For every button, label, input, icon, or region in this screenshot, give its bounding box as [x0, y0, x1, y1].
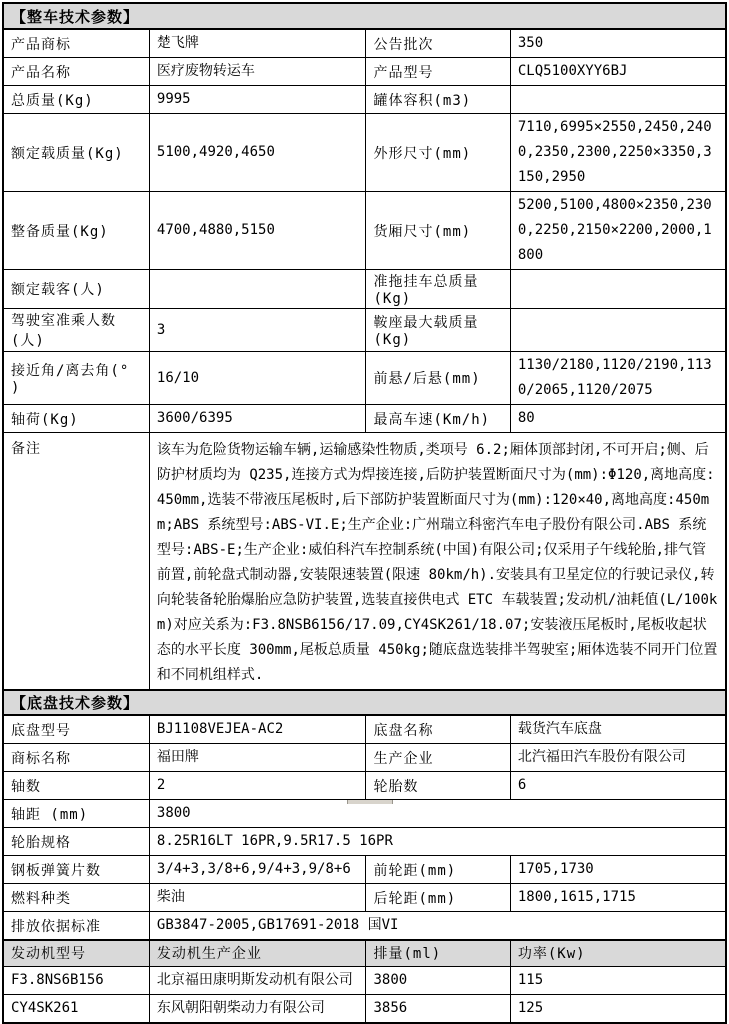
table-row: [3, 29, 726, 58]
spec-table: [2, 2, 727, 1024]
row-value: 80: [510, 405, 726, 433]
engine-row: [3, 994, 726, 1023]
table-row: [3, 86, 726, 114]
row-label: 轮胎规格: [3, 828, 149, 856]
row-value: 5100,4920,4650: [149, 114, 366, 192]
row-label: 燃料种类: [3, 884, 149, 912]
table-row: [3, 828, 726, 856]
row-label: 驾驶室准乘人数(人): [3, 309, 149, 352]
row-value: 1705,1730: [510, 856, 726, 884]
row-value: 医疗废物转运车: [149, 58, 366, 86]
row-value: GB3847-2005,GB17691-2018 国VI: [149, 912, 726, 941]
row-label: 商标名称: [3, 744, 149, 772]
row-value: CLQ5100XYY6BJ: [510, 58, 726, 86]
remark-text: 该车为危险货物运输车辆,运输感染性物质,类项号 6.2;厢体顶部封闭,不可开启;侧、后防护材质均为 Q235,连接方式为焊接连接,后防护装置断面尺寸为(mm):Φ120,离地高度:450mm,选装不带液压尾板时,后下部防护装置断面尺寸为(mm):120×40,离地高度:450mm;ABS 系统型号:ABS-VI.E;生产企业:广州瑞立科密汽车电子股份有限公司.ABS 系统型号:ABS-E;生产企业:威伯科汽车控制系统(中国)有限公司;仅采用子午线轮胎,排气管前置,前轮盘式制动器,安装限速装置(限速 80km/h).安装具有卫星定位的行驶记录仪,转向轮装备轮胎爆胎应急防护装置,选装直接供电式 ETC 车载装置;发动机/油耗值(L/100km)对应关系为:F3.8NSB6156/17.09,CY4SK261/18.07;安装液压尾板时,尾板收起状态的水平长度 300mm,尾板总质量 450kg;随底盘选装排半驾驶室;厢体选装不同开门位置和不同机组样式.: [149, 433, 726, 691]
remark-label: 备注: [3, 433, 149, 691]
row-value: 4700,4880,5150: [149, 192, 366, 270]
table-row: [3, 192, 726, 270]
row-label: 额定载客(人): [3, 270, 149, 309]
row-value: [510, 309, 726, 352]
row-value: 3/4+3,3/8+6,9/4+3,9/8+6: [149, 856, 366, 884]
table-row: [3, 270, 726, 309]
table-row: [3, 352, 726, 405]
table-row: [3, 715, 726, 744]
row-value: 楚飞牌: [149, 29, 366, 58]
engine-manufacturer: 东风朝阳朝柴动力有限公司: [149, 994, 366, 1023]
row-value: 北汽福田汽车股份有限公司: [510, 744, 726, 772]
row-label: 前悬/后悬(mm): [366, 352, 510, 405]
row-value: 2: [149, 772, 366, 800]
engine-model: CY4SK261: [3, 994, 149, 1023]
row-label: 产品型号: [366, 58, 510, 86]
engine-header-row: [3, 940, 726, 966]
row-value: 载货汽车底盘: [510, 715, 726, 744]
table-row: [3, 884, 726, 912]
table-row: [3, 772, 726, 800]
engine-col-header: 排量(ml): [366, 940, 510, 966]
row-label: 轴荷(Kg): [3, 405, 149, 433]
row-value: 6: [510, 772, 726, 800]
table-row: [3, 58, 726, 86]
engine-displacement: 3800: [366, 966, 510, 994]
row-label: 钢板弹簧片数: [3, 856, 149, 884]
row-label: 排放依据标准: [3, 912, 149, 941]
remark-row: [3, 433, 726, 691]
row-label: 接近角/离去角(° ): [3, 352, 149, 405]
row-value: 16/10: [149, 352, 366, 405]
row-label: 整备质量(Kg): [3, 192, 149, 270]
row-label: 罐体容积(m3): [366, 86, 510, 114]
engine-power: 115: [510, 966, 726, 994]
row-value: 3800: [149, 800, 726, 828]
row-value: 柴油: [149, 884, 366, 912]
row-value: BJ1108VEJEA-AC2: [149, 715, 366, 744]
row-label: 准拖挂车总质量(Kg): [366, 270, 510, 309]
row-value: 9995: [149, 86, 366, 114]
row-value: 福田牌: [149, 744, 366, 772]
section-header-chassis: [3, 690, 726, 715]
row-value: [510, 86, 726, 114]
row-label: 后轮距(mm): [366, 884, 510, 912]
row-label: 轴数: [3, 772, 149, 800]
row-label: 轴距 (mm): [3, 800, 149, 828]
table-row: [3, 856, 726, 884]
row-label: 底盘名称: [366, 715, 510, 744]
row-label: 产品商标: [3, 29, 149, 58]
row-label: 轮胎数: [366, 772, 510, 800]
row-label: 生产企业: [366, 744, 510, 772]
engine-col-header: 发动机型号: [3, 940, 149, 966]
row-label: 货厢尺寸(mm): [366, 192, 510, 270]
row-value: 7110,6995×2550,2450,2400,2350,2300,2250×3350,3150,2950: [510, 114, 726, 192]
row-value: 350: [510, 29, 726, 58]
section-title-vehicle: 【整车技术参数】: [3, 3, 726, 29]
engine-model: F3.8NS6B156: [3, 966, 149, 994]
row-value: 1130/2180,1120/2190,1130/2065,1120/2075: [510, 352, 726, 405]
engine-displacement: 3856: [366, 994, 510, 1023]
row-label: 产品名称: [3, 58, 149, 86]
table-row: [3, 114, 726, 192]
table-row: [3, 309, 726, 352]
row-label: 公告批次: [366, 29, 510, 58]
table-row: [3, 912, 726, 941]
row-value: 3: [149, 309, 366, 352]
row-value: 3600/6395: [149, 405, 366, 433]
row-label: 外形尺寸(mm): [366, 114, 510, 192]
engine-power: 125: [510, 994, 726, 1023]
row-label: 底盘型号: [3, 715, 149, 744]
engine-row: [3, 966, 726, 994]
row-label: 总质量(Kg): [3, 86, 149, 114]
row-label: 鞍座最大载质量(Kg): [366, 309, 510, 352]
engine-manufacturer: 北京福田康明斯发动机有限公司: [149, 966, 366, 994]
row-value: 8.25R16LT 16PR,9.5R17.5 16PR: [149, 828, 726, 856]
row-label: 额定载质量(Kg): [3, 114, 149, 192]
row-label: 最高车速(Km/h): [366, 405, 510, 433]
table-row: [3, 744, 726, 772]
section-header-vehicle: [3, 3, 726, 29]
engine-col-header: 发动机生产企业: [149, 940, 366, 966]
table-row: [3, 405, 726, 433]
row-value: [510, 270, 726, 309]
row-value: 5200,5100,4800×2350,2300,2250,2150×2200,2000,1800: [510, 192, 726, 270]
row-value: [149, 270, 366, 309]
engine-col-header: 功率(Kw): [510, 940, 726, 966]
row-value: 1800,1615,1715: [510, 884, 726, 912]
section-title-chassis: 【底盘技术参数】: [3, 690, 726, 715]
horizontal-scrollbar-thumb[interactable]: [347, 800, 393, 804]
row-label: 前轮距(mm): [366, 856, 510, 884]
